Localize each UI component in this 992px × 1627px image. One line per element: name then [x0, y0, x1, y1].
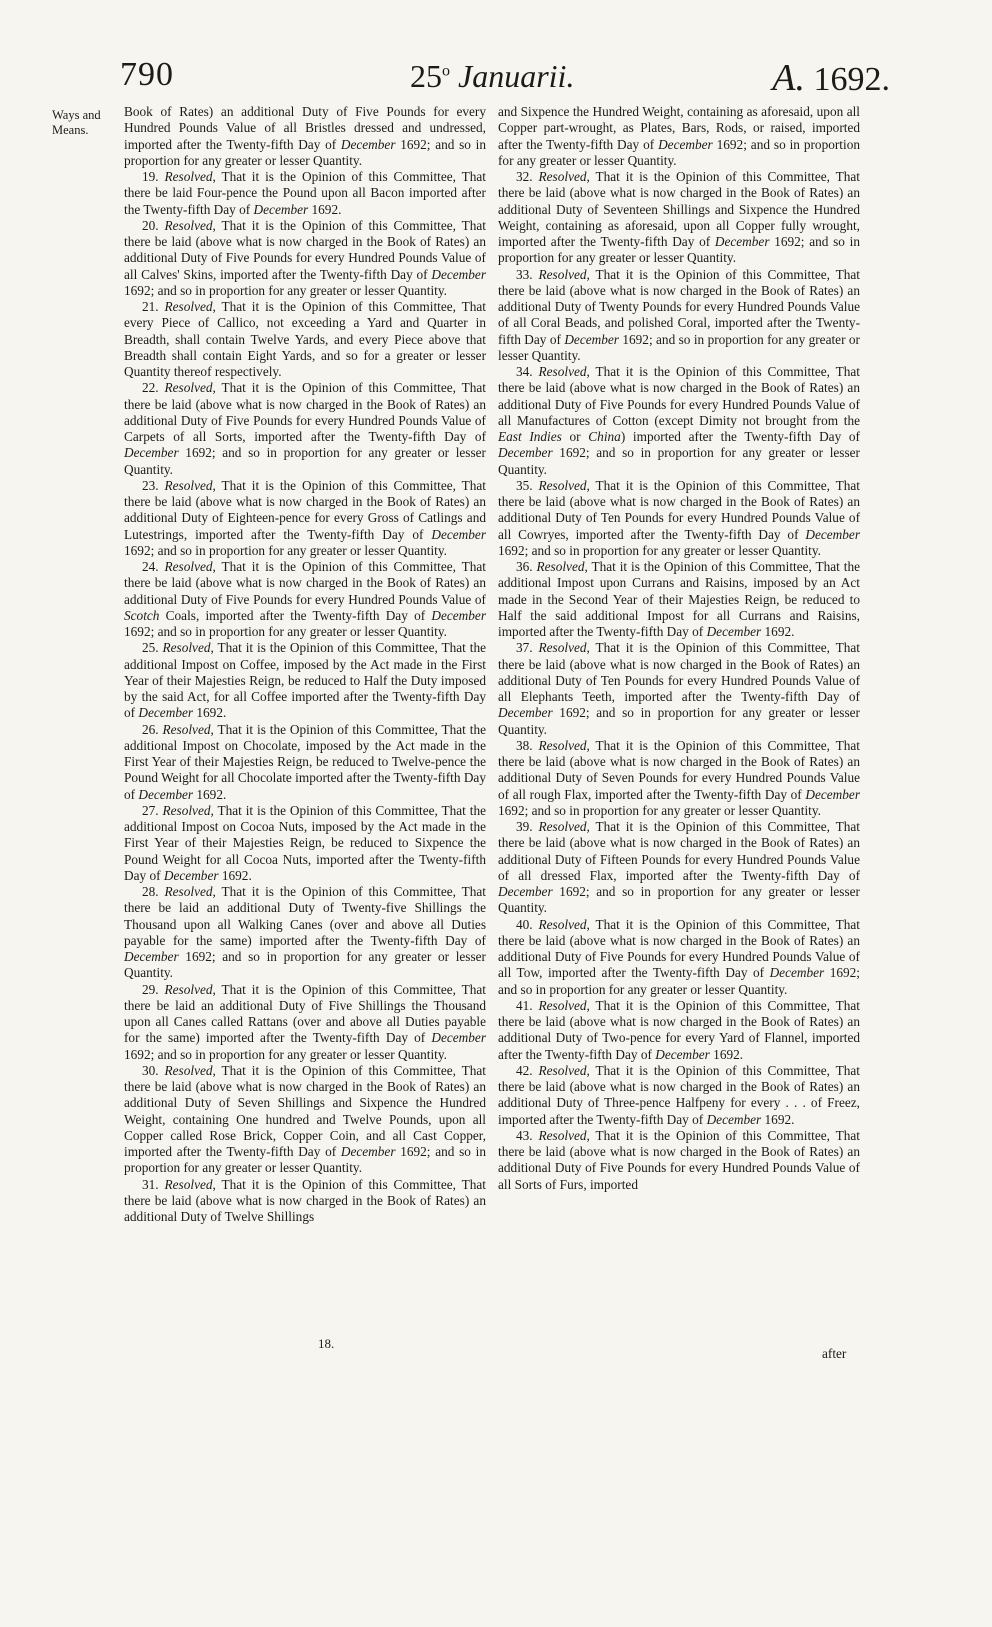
paragraph: Book of Rates) an additional Duty of Five Pounds for every Hundred Pounds Value of all Bristles dressed and undressed, imported after the Twenty-fifth Day of December 1692; and so in proportion for any greater or lesser Quantity. — [124, 104, 486, 168]
title-degree: o — [442, 62, 450, 80]
catchword: after — [822, 1346, 847, 1361]
title-day: 25 — [410, 58, 442, 94]
paragraph: 30. Resolved, That it is the Opinion of this Committee, That there be laid (above what is now charged in the Book of Rates) an additional Duty of Seven Shillings and Sixpence the Hundred Weight, containing One hundred and Twelve Pounds, upon all Copper called Rose Brick, Copper Coin, and all Cast Copper, imported after the Twenty-fifth Day of December 1692; and so in proportion for any greater or lesser Quantity. — [124, 1062, 486, 1176]
paragraph: 41. Resolved, That it is the Opinion of this Committee, That there be laid (above what is now charged in the Book of Rates) an additional Duty of Two-pence for every Yard of Flannel, imported after the Twenty-fifth Day of December 1692. — [498, 997, 860, 1062]
paragraph: 33. Resolved, That it is the Opinion of this Committee, That there be laid (above what is now charged in the Book of Rates) an additional Duty of Twenty Pounds for every Hundred Pounds Value of all Coral Beads, and polished Coral, imported after the Twenty-fifth Day of December 1692; and so in proportion for any greater or lesser Quantity. — [498, 266, 860, 363]
paragraph: 21. Resolved, That it is the Opinion of this Committee, That every Piece of Callico, not exceeding a Yard and Quarter in Breadth, shall contain Twelve Yards, and every Piece above that Breadth shall contain Eight Yards, and so for a greater or lesser Quantity thereof respectively. — [124, 299, 486, 379]
right-column — [498, 104, 860, 1193]
paragraph: 29. Resolved, That it is the Opinion of this Committee, That there be laid an additional Duty of Five Shillings the Thousand upon all Canes called Rattans (over and above all Duties payable for the same) imported after the Twenty-fifth Day of December 1692; and so in proportion for any greater or lesser Quantity. — [124, 981, 486, 1062]
margin-note — [52, 108, 112, 138]
signature-mark: 18. — [318, 1336, 335, 1351]
paragraph: 42. Resolved, That it is the Opinion of this Committee, That there be laid (above what is now charged in the Book of Rates) an additional Duty of Three-pence Halfpeny for every . . . of Freez, imported after the Twenty-fifth Day of December 1692. — [498, 1062, 860, 1127]
year-letter: A. — [772, 57, 805, 99]
title-month: Januarii. — [458, 58, 575, 94]
left-column — [124, 104, 486, 1225]
paragraph: 38. Resolved, That it is the Opinion of this Committee, That there be laid (above what is now charged in the Book of Rates) an additional Duty of Seven Pounds for every Hundred Pounds Value of all rough Flax, imported after the Twenty-fifth Day of December 1692; and so in proportion for any greater or lesser Quantity. — [498, 737, 860, 818]
paragraph: 43. Resolved, That it is the Opinion of this Committee, That there be laid (above what is now charged in the Book of Rates) an additional Duty of Five Pounds for every Hundred Pounds Value of all Sorts of Furs, imported — [498, 1127, 860, 1192]
page-header — [120, 56, 890, 106]
paragraph: and Sixpence the Hundred Weight, containing as aforesaid, upon all Copper part-wrought, as Plates, Bars, Rods, or raised, imported after the Twenty-fifth Day of December 1692; and so in proportion for any greater or lesser Quantity. — [498, 104, 860, 168]
paragraph: 31. Resolved, That it is the Opinion of this Committee, That there be laid (above what is now charged in the Book of Rates) an additional Duty of Twelve Shillings — [124, 1176, 486, 1224]
paragraph: 19. Resolved, That it is the Opinion of this Committee, That there be laid Four-pence the Pound upon all Bacon imported after the Twenty-fifth Day of December 1692. — [124, 169, 486, 217]
paragraph: 27. Resolved, That it is the Opinion of this Committee, That the additional Impost on Cocoa Nuts, imposed by the Act made in the First Year of their Majesties Reign, be reduced to Sixpence the Pound Weight for all Cocoa Nuts, imported after the Twenty-fifth Day of December 1692. — [124, 802, 486, 883]
paragraph: 36. Resolved, That it is the Opinion of this Committee, That the additional Impost upon Currans and Raisins, imposed by an Act made in the Second Year of their Majesties Reign, be reduced to Half the said additional Impost for all Currans and Raisins, imported after the Twenty-fifth Day of December 1692. — [498, 559, 860, 639]
paragraph: 22. Resolved, That it is the Opinion of this Committee, That there be laid (above what is now charged in the Book of Rates) an additional Duty of Five Pounds for every Hundred Pounds Value of Carpets of all Sorts, imported after the Twenty-fifth Day of December 1692; and so in proportion for any greater or lesser Quantity. — [124, 380, 486, 477]
paragraph: 32. Resolved, That it is the Opinion of this Committee, That there be laid (above what is now charged in the Book of Rates) an additional Duty of Seventeen Shillings and Sixpence the Hundred Weight, containing as aforesaid, upon all Copper fully wrought, imported after the Twenty-fifth Day of December 1692; and so in proportion for any greater or lesser Quantity. — [498, 169, 860, 266]
paragraph: 23. Resolved, That it is the Opinion of this Committee, That there be laid (above what is now charged in the Book of Rates) an additional Duty of Eighteen-pence for every Gross of Catlings and Lutestrings, imported after the Twenty-fifth Day of December 1692; and so in proportion for any greater or lesser Quantity. — [124, 477, 486, 558]
paragraph: 26. Resolved, That it is the Opinion of this Committee, That the additional Impost on Chocolate, imposed by the Act made in the First Year of their Majesties Reign, be reduced to Twelve-pence the Pound Weight for all Chocolate imported after the Twenty-fifth Day of December 1692. — [124, 721, 486, 802]
margin-note-line: Means. — [52, 123, 89, 137]
paragraph: 34. Resolved, That it is the Opinion of this Committee, That there be laid (above what is now charged in the Book of Rates) an additional Duty of Five Pounds for every Hundred Pounds Value of all Manufactures of Cotton (except Dimity not brought from the East Indies or China) imported after the Twenty-fifth Day of December 1692; and so in proportion for any greater or lesser Quantity. — [498, 364, 860, 477]
paragraph: 39. Resolved, That it is the Opinion of this Committee, That there be laid (above what is now charged in the Book of Rates) an additional Duty of Fifteen Pounds for every Hundred Pounds Value of all dressed Flax, imported after the Twenty-fifth Day of December 1692; and so in proportion for any greater or lesser Quantity. — [498, 819, 860, 916]
paragraph: 35. Resolved, That it is the Opinion of this Committee, That there be laid (above what is now charged in the Book of Rates) an additional Duty of Ten Pounds for every Hundred Pounds Value of all Cowryes, imported after the Twenty-fifth Day of December 1692; and so in proportion for any greater or lesser Quantity. — [498, 477, 860, 558]
year-number: 1692. — [813, 61, 890, 98]
page-number: 790 — [120, 56, 174, 93]
paragraph: 24. Resolved, That it is the Opinion of this Committee, That there be laid (above what is now charged in the Book of Rates) an additional Duty of Five Pounds for every Hundred Pounds Value of Scotch Coals, imported after the Twenty-fifth Day of December 1692; and so in proportion for any greater or lesser Quantity. — [124, 559, 486, 639]
year-mark — [772, 56, 890, 100]
paragraph: 28. Resolved, That it is the Opinion of this Committee, That there be laid an additional Duty of Twenty-five Shillings the Thousand upon all Walking Canes (over and above all Duties payable for the same) imported after the Twenty-fifth Day of December 1692; and so in proportion for any greater or lesser Quantity. — [124, 884, 486, 981]
margin-note-line: Ways and — [52, 108, 101, 122]
paragraph: 20. Resolved, That it is the Opinion of this Committee, That there be laid (above what is now charged in the Book of Rates) an additional Duty of Five Pounds for every Hundred Pounds Value of all Calves' Skins, imported after the Twenty-fifth Day of December 1692; and so in proportion for any greater or lesser Quantity. — [124, 217, 486, 298]
paragraph: 25. Resolved, That it is the Opinion of this Committee, That the additional Impost on Coffee, imposed by the Act made in the First Year of their Majesties Reign, be reduced to Half the Duty imposed by the said Act, for all Coffee imported after the Twenty-fifth Day of December 1692. — [124, 640, 486, 721]
paragraph: 40. Resolved, That it is the Opinion of this Committee, That there be laid (above what is now charged in the Book of Rates) an additional Duty of Five Pounds for every Hundred Pounds Value of all Tow, imported after the Twenty-fifth Day of December 1692; and so in proportion for any greater or lesser Quantity. — [498, 916, 860, 997]
running-title — [410, 58, 574, 95]
paragraph: 37. Resolved, That it is the Opinion of this Committee, That there be laid (above what is now charged in the Book of Rates) an additional Duty of Ten Pounds for every Hundred Pounds Value of all Elephants Teeth, imported after the Twenty-fifth Day of December 1692; and so in proportion for any greater or lesser Quantity. — [498, 640, 860, 737]
